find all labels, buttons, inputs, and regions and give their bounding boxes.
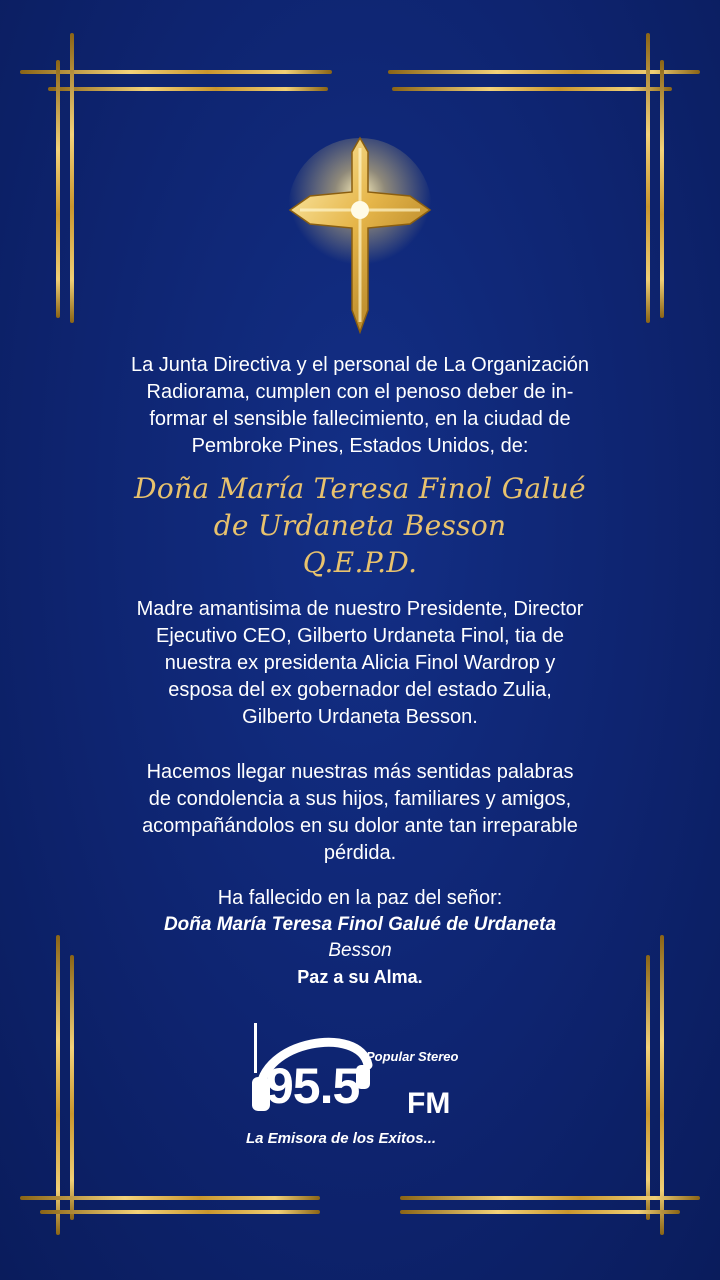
- radio-logo: [240, 1015, 480, 1155]
- intro-line: Radiorama, cumplen con el penoso deber de in-: [146, 381, 574, 403]
- logo-frequency: 95.5: [266, 1058, 360, 1114]
- intro-paragraph: [60, 352, 660, 460]
- closing-section: [60, 885, 660, 990]
- logo-slogan: La Emisora de los Exitos...: [246, 1130, 437, 1147]
- closing-name-line: Besson: [328, 940, 392, 961]
- relation-line: Ejecutivo CEO, Gilberto Urdaneta Finol, tia de: [156, 625, 564, 647]
- intro-line: formar el sensible fallecimiento, en la ciudad de: [149, 408, 571, 430]
- intro-line: La Junta Directiva y el personal de La Organización: [130, 354, 590, 376]
- relation-line: Gilberto Urdaneta Besson.: [242, 706, 478, 728]
- condolence-line: Hacemos llegar nuestras más sentidas palabras: [146, 761, 574, 783]
- condolence-line: pérdida.: [323, 842, 397, 864]
- relation-paragraph: [60, 596, 660, 731]
- condolence-paragraph: [60, 759, 660, 867]
- intro-line: Pembroke Pines, Estados Unidos, de:: [191, 435, 529, 457]
- closing-name-line: Doña María Teresa Finol Galué de Urdaneta: [163, 914, 557, 935]
- relation-line: nuestra ex presidenta Alicia Finol Wardrop y: [164, 652, 556, 674]
- name-line: Doña María Teresa Finol Galué: [134, 472, 586, 505]
- logo-band: FM: [407, 1087, 451, 1120]
- qepd-text: Q.E.P.D.: [302, 546, 418, 579]
- deceased-name-heading: [60, 470, 660, 581]
- farewell-text: Paz a su Alma.: [297, 967, 423, 987]
- condolence-line: acompañándolos en su dolor ante tan irreparable: [142, 815, 578, 837]
- relation-line: esposa del ex gobernador del estado Zulia,: [168, 679, 552, 701]
- condolence-line: de condolencia a sus hijos, familiares y amigos,: [148, 788, 572, 810]
- logo-tag: Popular Stereo: [366, 1049, 459, 1064]
- closing-line: Ha fallecido en la paz del señor:: [217, 887, 503, 909]
- name-line: de Urdaneta Besson: [213, 509, 507, 542]
- relation-line: Madre amantisima de nuestro Presidente, Director: [136, 598, 584, 620]
- golden-cross-icon: [270, 130, 450, 340]
